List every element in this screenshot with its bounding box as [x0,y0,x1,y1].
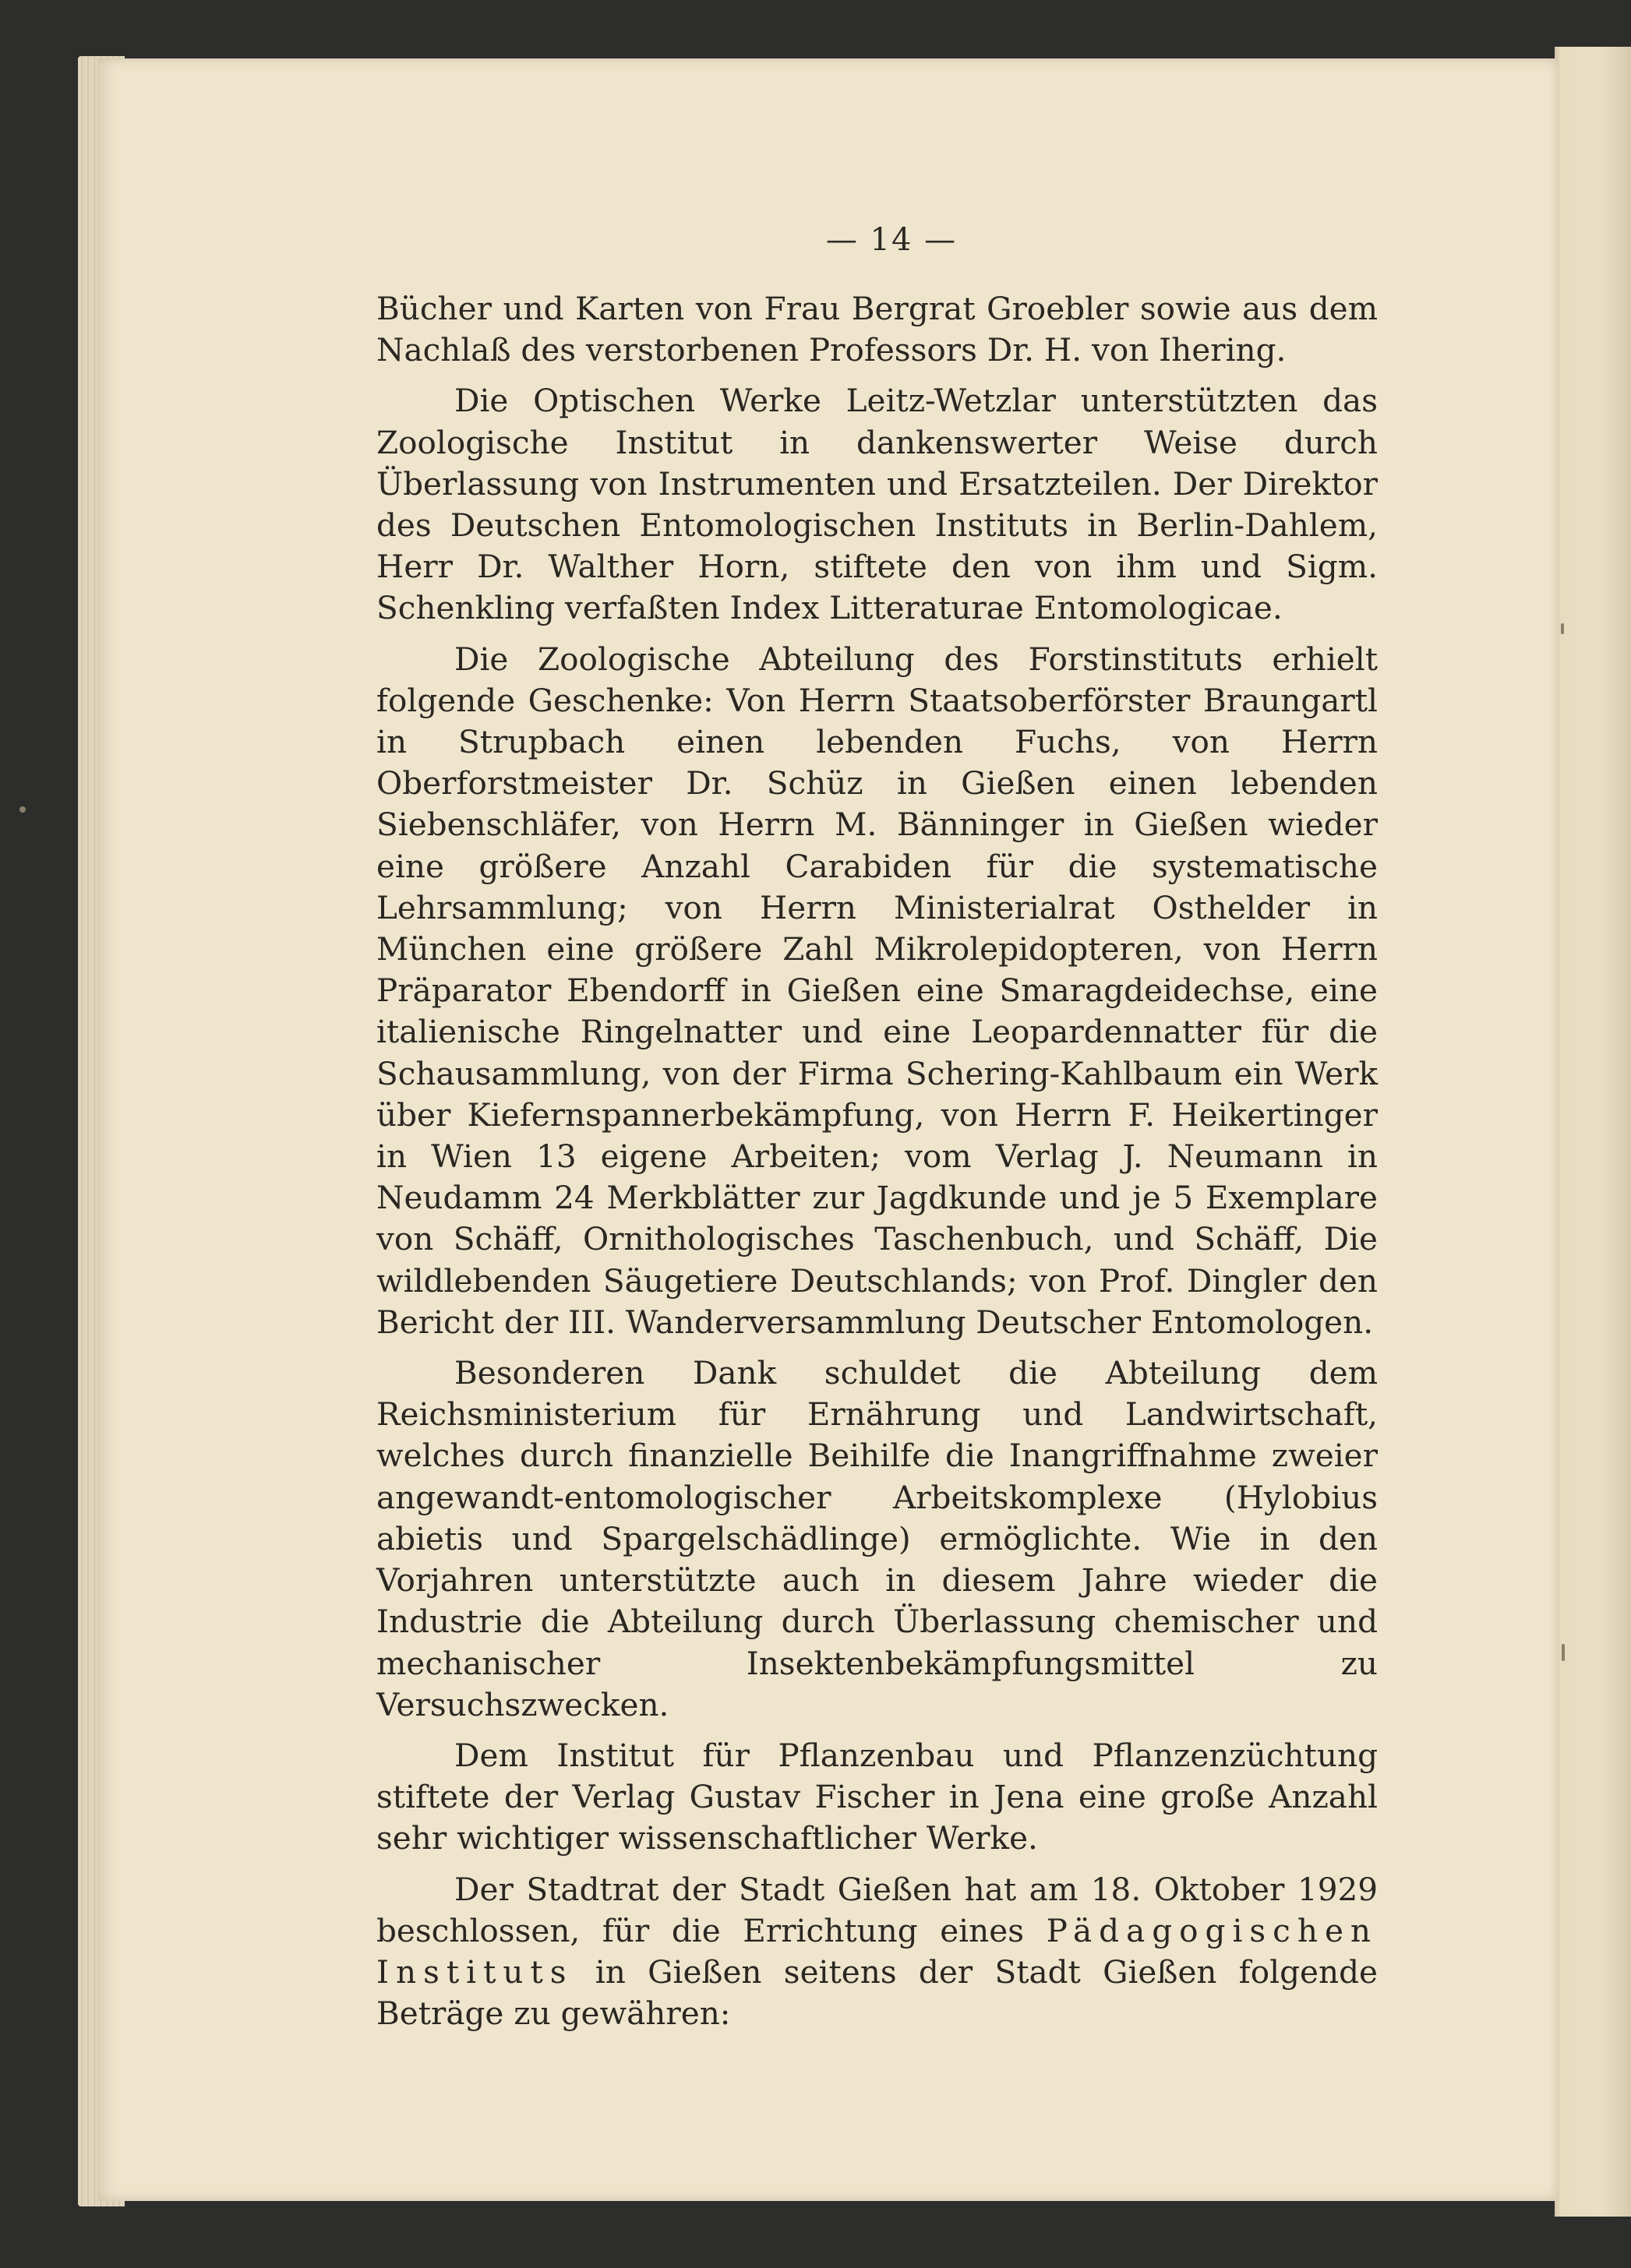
body-text [376,288,1378,2044]
paragraph-5: Dem Institut für Pflanzenbau und Pflanzenzüchtung stiftete der Verlag Gustav Fischer in Jena eine große Anzahl sehr wichtiger wissenschaftlicher Werke. [376,1736,1378,1857]
paper-speck [1562,1644,1565,1661]
page-number-text: — 14 — [825,222,958,258]
spaced-institute-name: Pädagogischen Instituts [376,1911,1378,1991]
paper-speck [19,806,26,813]
page-number [0,222,1631,258]
paragraph-2: Die Optischen Werke Leitz-Wetzlar unterstützten das Zoologische Institut in dankenswerter Weise durch Überlassung von Instrumenten und Ersatzteilen. Der Direktor des Deutschen Entomologischen Instituts in Berlin-Dahlem, Herr Dr. Walther Horn, stiftete den von ihm und Sigm. Schenkling verfaßten Index Litteraturae Entomologicae. [376,382,1378,627]
paragraph-1: Bücher und Karten von Frau Bergrat Groebler sowie aus dem Nachlaß des verstorbenen Professors Dr. H. von Ihering. [376,290,1378,369]
paragraph-6-before: Der Stadtrat der Stadt Gießen hat am 18. Oktober 1929 beschlossen, für die Errichtung eines [376,1870,1378,1949]
paragraph-6 [376,1869,1378,2035]
paragraph-4: Besonderen Dank schuldet die Abteilung dem Reichsministerium für Ernährung und Landwirtschaft, welches durch finanzielle Beihilfe die Inangriffnahme zweier angewandt-entomologischer Arbeitskomplexe (Hylobius abietis und Spargelschädlinge) ermöglichte. Wie in den Vorjahren unterstützte auch in diesem Jahre wieder die Industrie die Abteilung durch Überlassung chemischer und mechanischer Insektenbekämpfungsmittel zu Versuchszwecken. [376,1354,1378,1723]
next-page-edge [1555,47,1631,2217]
paragraph-3: Die Zoologische Abteilung des Forstinstituts erhielt folgende Geschenke: Von Herrn Staatsoberförster Braungartl in Strupbach einen lebenden Fuchs, von Herrn Oberforstmeister Dr. Schüz in Gießen einen lebenden Siebenschläfer, von Herrn M. Bänninger in Gießen wieder eine größere Anzahl Carabiden für die systematische Lehrsammlung; von Herrn Ministerialrat Osthelder in München eine größere Zahl Mikrolepidopteren, von Herrn Präparator Ebendorff in Gießen eine Smaragdeidechse, eine italienische Ringelnatter und eine Leopardennatter für die Schausammlung, von der Firma Schering-Kahlbaum ein Werk über Kiefernspannerbekämpfung, von Herrn F. Heikertinger in Wien 13 eigene Arbeiten; vom Verlag J. Neumann in Neudamm 24 Merkblätter zur Jagdkunde und je 5 Exemplare von Schäff, Ornithologisches Taschenbuch, und Schäff, Die wildlebenden Säugetiere Deutschlands; von Prof. Dingler den Bericht der III. Wanderversammlung Deutscher Entomologen. [376,640,1378,1341]
paragraph-6-after: in Gießen seitens der Stadt Gießen folgende Beträge zu gewähren: [376,1952,1378,2033]
paper-speck [1561,623,1564,634]
